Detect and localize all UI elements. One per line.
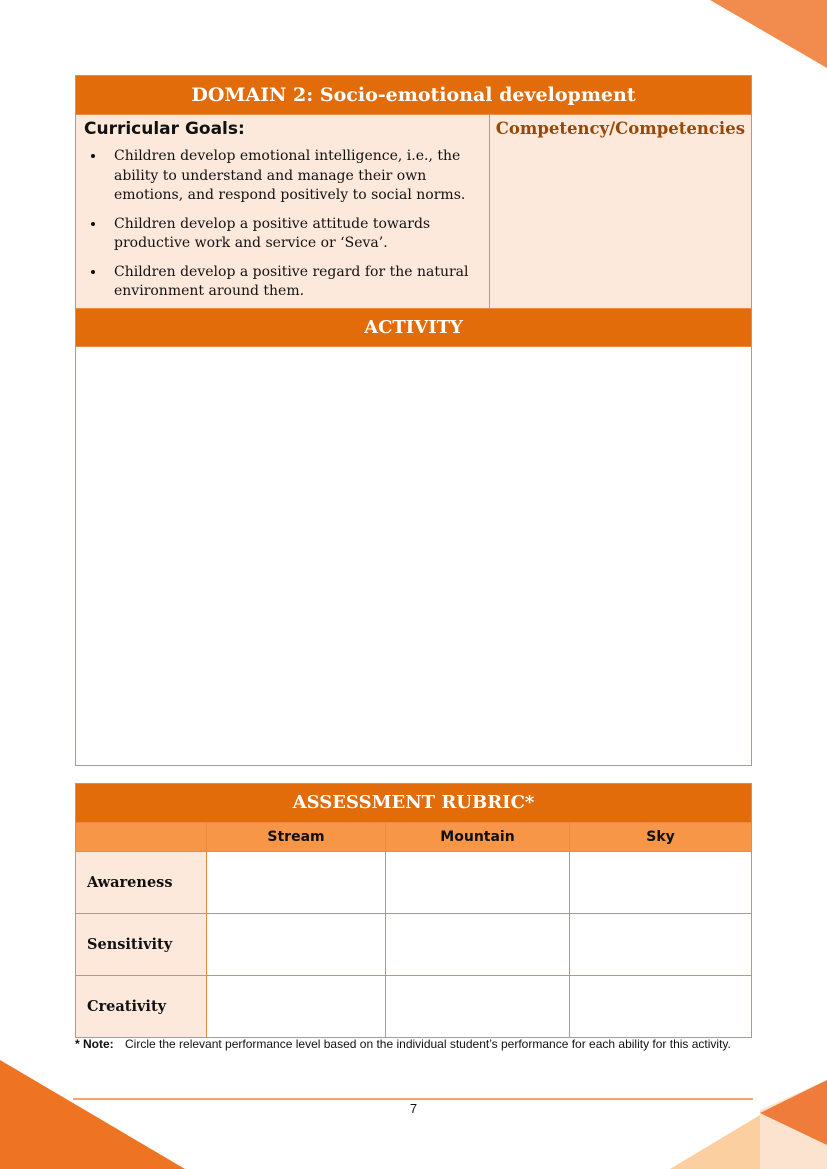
- goal-item: • Children develop a positive attitude towards productive work and service or ‘Seva’.: [106, 215, 481, 254]
- rubric-row-creativity: [76, 976, 752, 1038]
- rubric-cell-awareness-sky[interactable]: [570, 852, 752, 914]
- rubric-cell-awareness-stream[interactable]: [207, 852, 386, 914]
- goal-item: • Children develop emotional intelligence, i.e., the ability to understand and manage their own emotions, and respond positively to social norms.: [106, 147, 481, 206]
- rubric-cell-sensitivity-mountain[interactable]: [386, 914, 570, 976]
- footer-divider: [73, 1098, 753, 1100]
- competency-label: Competency/Competencies: [495, 119, 745, 138]
- rubric-cell-sensitivity-stream[interactable]: [207, 914, 386, 976]
- activity-title: ACTIVITY: [76, 308, 752, 346]
- rubric-title: ASSESSMENT RUBRIC*: [76, 784, 752, 823]
- rubric-cell-sensitivity-sky[interactable]: [570, 914, 752, 976]
- assessment-rubric-table: [75, 783, 752, 1038]
- rubric-header-stream: Stream: [207, 823, 386, 852]
- domain-title: DOMAIN 2: Socio-emotional development: [76, 76, 752, 115]
- activity-body[interactable]: [76, 346, 752, 765]
- top-right-triangle-decoration: [700, 0, 827, 70]
- curricular-goals-label: Curricular Goals:: [84, 119, 245, 139]
- rubric-row-label: Sensitivity: [76, 914, 207, 976]
- bottom-right-triangle-decoration: [660, 1080, 827, 1169]
- domain-table: [75, 75, 752, 766]
- goal-item: • Children develop a positive regard for the natural environment around them.: [106, 263, 481, 302]
- rubric-header-mountain: Mountain: [386, 823, 570, 852]
- rubric-corner-header: [76, 823, 207, 852]
- rubric-header-sky: Sky: [570, 823, 752, 852]
- rubric-row-label: Awareness: [76, 852, 207, 914]
- rubric-row-label: Creativity: [76, 976, 207, 1038]
- rubric-row-sensitivity: [76, 914, 752, 976]
- note-label: * Note:: [75, 1037, 114, 1051]
- rubric-row-awareness: [76, 852, 752, 914]
- curricular-goals-cell: [76, 115, 490, 309]
- rubric-cell-creativity-sky[interactable]: [570, 976, 752, 1038]
- rubric-note: [75, 1035, 745, 1054]
- rubric-cell-awareness-mountain[interactable]: [386, 852, 570, 914]
- note-text: Circle the relevant performance level based on the individual student’s performance for each ability for this activity.: [125, 1037, 731, 1051]
- rubric-cell-creativity-mountain[interactable]: [386, 976, 570, 1038]
- competency-cell: [489, 115, 751, 309]
- rubric-cell-creativity-stream[interactable]: [207, 976, 386, 1038]
- page-number: 7: [409, 1101, 418, 1116]
- goals-list: [84, 147, 481, 302]
